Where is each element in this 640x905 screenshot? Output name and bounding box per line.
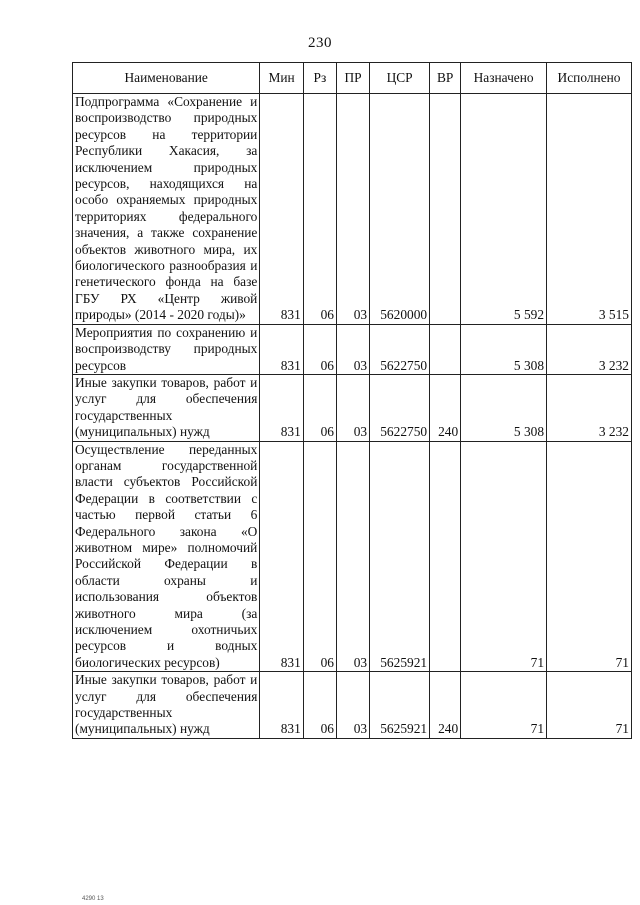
row-pr: 03 [336,94,369,325]
row-vr [430,441,461,672]
row-naznacheno: 5 592 [461,94,547,325]
row-naznacheno: 71 [461,672,547,739]
row-name: Иные закупки товаров, работ и услуг для обеспечения государственных (муниципальных) нужд [73,374,260,441]
row-vr: 240 [430,672,461,739]
row-csr: 5625921 [370,441,430,672]
row-min: 831 [260,374,303,441]
row-vr: 240 [430,374,461,441]
row-naznacheno: 5 308 [461,374,547,441]
row-csr: 5622750 [370,324,430,374]
header-naznacheno: Назначено [461,63,547,94]
row-vr [430,324,461,374]
row-csr: 5620000 [370,94,430,325]
row-naznacheno: 71 [461,441,547,672]
table-row [73,374,632,441]
row-naznacheno: 5 308 [461,324,547,374]
table-header-row [73,63,632,94]
budget-table [72,62,632,739]
row-name: Осуществление переданных органам государственной власти субъектов Российской Федерации в соответствии с частью первой статьи 6 Федерального закона «О животном мире» полномочий Российской Федерации в области охраны и использования объектов животного мира (за исключением охотничьих ресурсов и водных биологических ресурсов) [73,441,260,672]
header-ispolneno: Исполнено [547,63,632,94]
header-pr: ПР [336,63,369,94]
row-csr: 5622750 [370,374,430,441]
row-pr: 03 [336,672,369,739]
row-pr: 03 [336,324,369,374]
page-number: 230 [308,35,332,51]
row-rz: 06 [303,441,336,672]
footer-mark: 4290 13 [82,896,104,902]
table-row [73,324,632,374]
row-name: Иные закупки товаров, работ и услуг для обеспечения государственных (муниципальных) нужд [73,672,260,739]
row-ispolneno: 3 515 [547,94,632,325]
header-rz: Рз [303,63,336,94]
row-rz: 06 [303,672,336,739]
row-name: Подпрограмма «Сохранение и воспроизводство природных ресурсов на территории Республики Хакасия, за исключением природных ресурсов, находящихся на особо охраняемых природных территориях федерального значения, а также сохранение объектов животного мира, их биологического разнообразия и генетического фонда на базе ГБУ РХ «Центр живой природы» (2014 - 2020 годы)» [73,94,260,325]
header-name: Наименование [73,63,260,94]
table-row [73,94,632,325]
row-vr [430,94,461,325]
table-row [73,441,632,672]
row-min: 831 [260,672,303,739]
row-ispolneno: 3 232 [547,324,632,374]
row-ispolneno: 3 232 [547,374,632,441]
row-pr: 03 [336,441,369,672]
row-name: Мероприятия по сохранению и воспроизводству природных ресурсов [73,324,260,374]
row-rz: 06 [303,374,336,441]
header-csr: ЦСР [370,63,430,94]
row-rz: 06 [303,324,336,374]
row-rz: 06 [303,94,336,325]
row-pr: 03 [336,374,369,441]
row-min: 831 [260,324,303,374]
row-csr: 5625921 [370,672,430,739]
row-ispolneno: 71 [547,672,632,739]
header-min: Мин [260,63,303,94]
table-row [73,672,632,739]
row-min: 831 [260,441,303,672]
row-min: 831 [260,94,303,325]
row-ispolneno: 71 [547,441,632,672]
header-vr: ВР [430,63,461,94]
